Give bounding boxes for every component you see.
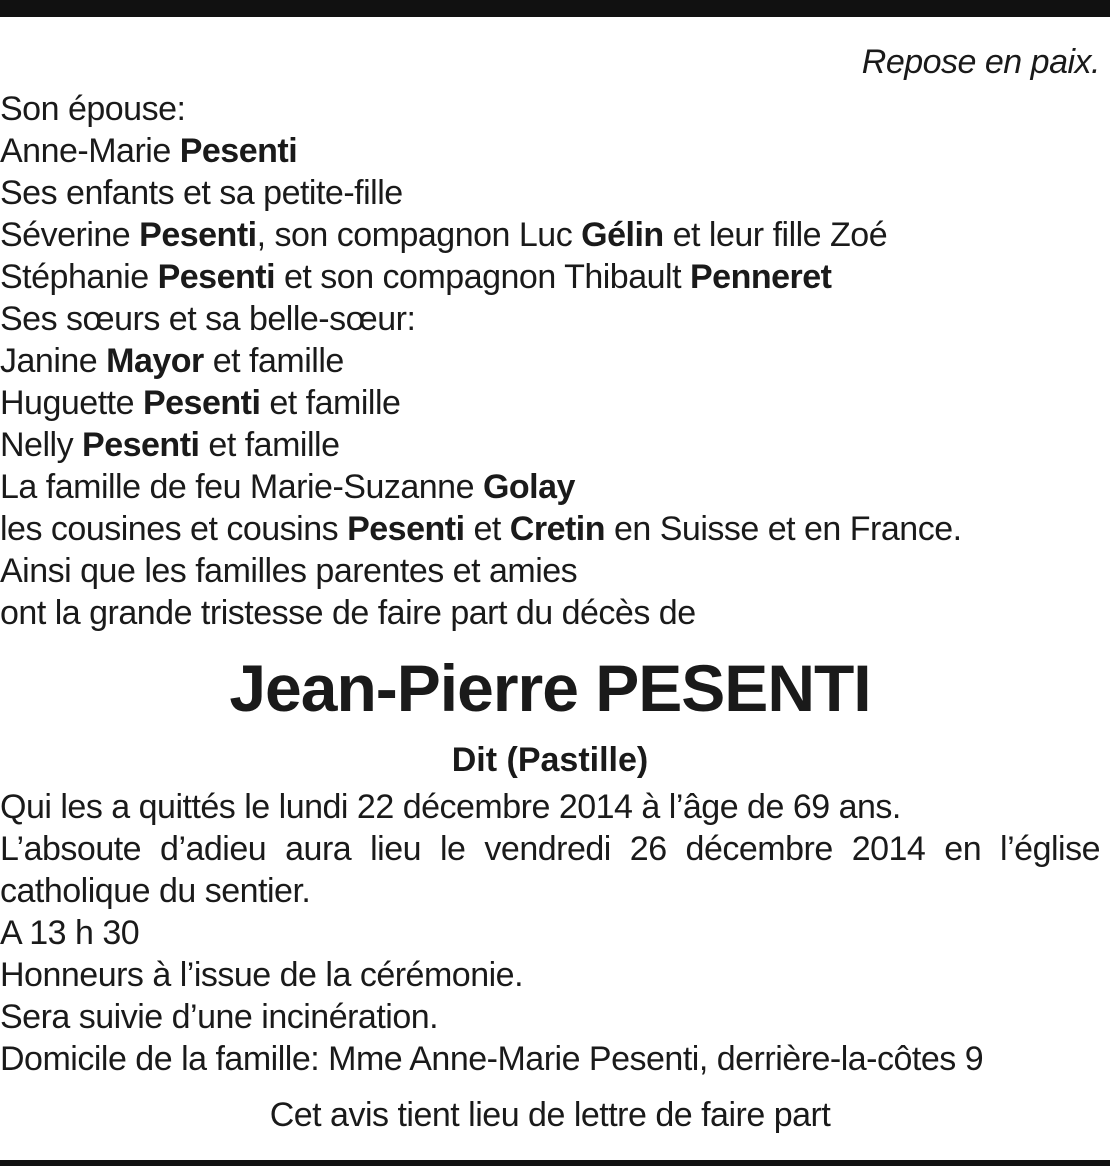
- family-text: Janine: [0, 342, 107, 380]
- family-line: [0, 298, 1100, 340]
- family-line: [0, 88, 1100, 130]
- family-text: Séverine: [0, 216, 140, 254]
- family-text: Ses sœurs et sa belle-sœur:: [0, 300, 416, 338]
- obituary-notice: [0, 40, 1100, 1136]
- family-text: Huguette: [0, 384, 143, 422]
- family-list: [0, 88, 1100, 634]
- family-text: en Suisse et en France.: [605, 510, 962, 548]
- family-text: et famille: [199, 426, 340, 464]
- family-line: [0, 172, 1100, 214]
- family-surname: Pesenti: [179, 132, 298, 170]
- family-text: et son compagnon Thibault: [275, 258, 690, 296]
- family-line: [0, 382, 1100, 424]
- detail-line: Qui les a quittés le lundi 22 décembre 2014 à l’âge de 69 ans.: [0, 788, 901, 826]
- family-line: [0, 130, 1100, 172]
- family-text: Anne-Marie: [0, 132, 180, 170]
- family-surname: Pesenti: [139, 216, 257, 254]
- family-text: ont la grande tristesse de faire part du décès de: [0, 594, 696, 632]
- family-line: [0, 550, 1100, 592]
- closing-note: Cet avis tient lieu de lettre de faire part: [269, 1096, 831, 1134]
- family-surname: Penneret: [689, 258, 832, 296]
- family-surname: Golay: [482, 468, 575, 506]
- family-surname: Gélin: [581, 216, 664, 254]
- detail-line: Honneurs à l’issue de la cérémonie.: [0, 956, 524, 994]
- detail-line: A 13 h 30: [0, 914, 140, 952]
- family-text: et famille: [260, 384, 401, 422]
- family-text: Stéphanie: [0, 258, 158, 296]
- family-text: et: [464, 510, 510, 548]
- deceased-name: Jean-Pierre PESENTI: [229, 651, 871, 725]
- family-surname: Cretin: [509, 510, 606, 548]
- family-text: et famille: [203, 342, 344, 380]
- family-surname: Pesenti: [82, 426, 200, 464]
- family-surname: Mayor: [106, 342, 204, 380]
- family-line: [0, 256, 1100, 298]
- family-line: [0, 424, 1100, 466]
- family-text: Son épouse:: [0, 90, 186, 128]
- family-text: , son compagnon Luc: [256, 216, 582, 254]
- family-surname: Pesenti: [142, 384, 261, 422]
- family-line: [0, 466, 1100, 508]
- family-surname: Pesenti: [157, 258, 276, 296]
- family-surname: Pesenti: [347, 510, 465, 548]
- family-text: les cousines et cousins: [0, 510, 348, 548]
- top-border-rule: [0, 0, 1110, 17]
- family-text: Ainsi que les familles parentes et amies: [0, 552, 578, 590]
- deceased-nickname: Dit (Pastille): [451, 741, 649, 779]
- detail-line: L’absoute d’adieu aura lieu le vendredi 26 décembre 2014 en l’église catholique du sentier.: [0, 830, 1100, 910]
- ceremony-details: [0, 786, 1100, 1080]
- family-line: [0, 508, 1100, 550]
- family-line: [0, 592, 1100, 634]
- detail-line: Sera suivie d’une incinération.: [0, 998, 439, 1036]
- family-line: [0, 340, 1100, 382]
- family-line: [0, 214, 1100, 256]
- family-text: Nelly: [0, 426, 83, 464]
- family-text: et leur fille Zoé: [663, 216, 888, 254]
- family-text: La famille de feu Marie-Suzanne: [0, 468, 483, 506]
- family-text: Ses enfants et sa petite-fille: [0, 174, 403, 212]
- epigraph: Repose en paix.: [861, 43, 1100, 81]
- bottom-border-rule: [0, 1160, 1110, 1166]
- detail-line: Domicile de la famille: Mme Anne-Marie Pesenti, derrière-la-côtes 9: [0, 1040, 984, 1078]
